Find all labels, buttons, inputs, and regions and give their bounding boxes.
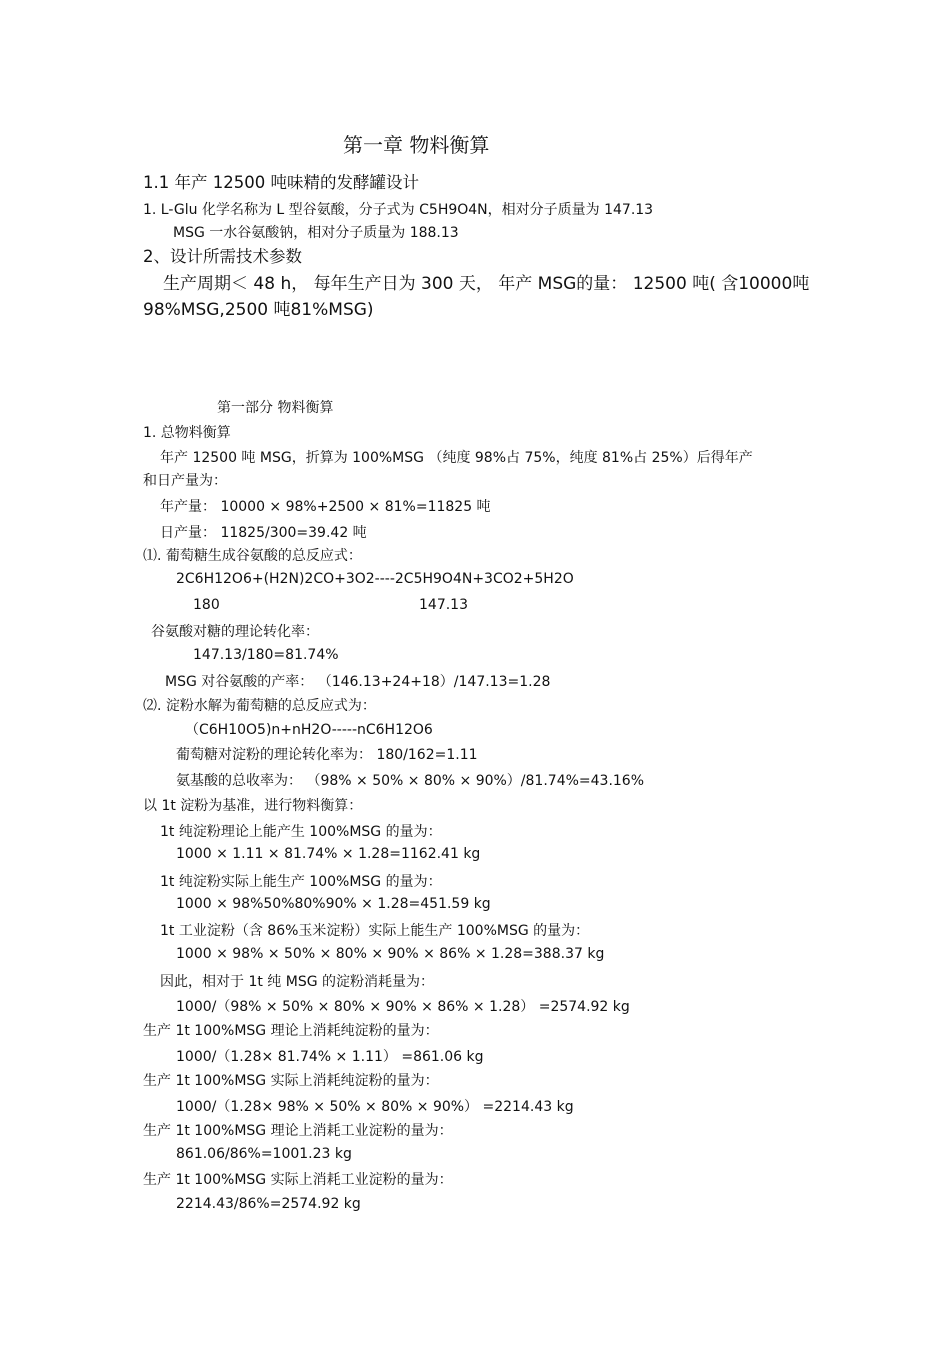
- basis-statement: 以 1t 淀粉为基准，进行物料衡算：: [143, 798, 363, 814]
- amino-acid-recovery: 氨基酸的总收率为： （98% × 50% × 80% × 90%）/81.74%=43.16%: [176, 773, 645, 789]
- reaction-1-mw-glu: 147.13: [419, 597, 468, 613]
- msg-definition: MSG 一水谷氨酸钠，相对分子质量为 188.13: [173, 225, 459, 241]
- daily-output: 日产量： 11825/300=39.42 吨: [160, 525, 367, 541]
- section-1-1-heading: 1.1 年产 12500 吨味精的发酵罐设计: [143, 173, 419, 192]
- conversion-title: 谷氨酸对糖的理论转化率：: [151, 624, 319, 640]
- section-2-heading: 2、设计所需技术参数: [143, 247, 302, 266]
- calc-7-label: 生产 1t 100%MSG 理论上消耗工业淀粉的量为：: [143, 1123, 453, 1139]
- parameter-line-2: 98%MSG,2500 吨81%MSG): [143, 300, 374, 320]
- annual-output: 年产量： 10000 × 98%+2500 × 81%=11825 吨: [160, 499, 491, 515]
- calc-3-value: 1000 × 98% × 50% × 80% × 90% × 86% × 1.28=388.37 kg: [176, 946, 605, 962]
- glucose-conversion: 葡萄糖对淀粉的理论转化率为： 180/162=1.11: [176, 747, 478, 763]
- calc-5-value: 1000/（1.28× 81.74% × 1.11） =861.06 kg: [176, 1049, 484, 1065]
- total-balance-heading: 1. 总物料衡算: [143, 425, 231, 441]
- calc-2-label: 1t 纯淀粉实际上能生产 100%MSG 的量为：: [160, 874, 442, 890]
- reaction-2-title: ⑵. 淀粉水解为葡萄糖的总反应式为：: [143, 698, 376, 714]
- reaction-2-equation: （C6H10O5)n+nH2O-----nC6H12O6: [185, 722, 433, 738]
- part-title: 第一部分 物料衡算: [217, 400, 334, 416]
- calc-2-value: 1000 × 98%50%80%90% × 1.28=451.59 kg: [176, 896, 491, 912]
- reaction-1-equation: 2C6H12O6+(H2N)2CO+3O2----2C5H9O4N+3CO2+5H2O: [176, 571, 574, 587]
- calc-3-label: 1t 工业淀粉（含 86%玉米淀粉）实际上能生产 100%MSG 的量为：: [160, 923, 590, 939]
- msg-yield: MSG 对谷氨酸的产率： （146.13+24+18）/147.13=1.28: [165, 674, 551, 690]
- calc-4-value: 1000/（98% × 50% × 80% × 90% × 86% × 1.28） =2574.92 kg: [176, 999, 630, 1015]
- calc-4-label: 因此，相对于 1t 纯 MSG 的淀粉消耗量为：: [160, 974, 435, 990]
- intro-line-2: 和日产量为：: [143, 473, 227, 489]
- calc-1-label: 1t 纯淀粉理论上能产生 100%MSG 的量为：: [160, 824, 442, 840]
- reaction-1-title: ⑴. 葡萄糖生成谷氨酸的总反应式：: [143, 548, 362, 564]
- chapter-title: 第一章 物料衡算: [343, 133, 490, 157]
- calc-1-value: 1000 × 1.11 × 81.74% × 1.28=1162.41 kg: [176, 846, 481, 862]
- calc-6-label: 生产 1t 100%MSG 实际上消耗纯淀粉的量为：: [143, 1073, 439, 1089]
- calc-8-value: 2214.43/86%=2574.92 kg: [176, 1196, 361, 1212]
- parameter-line-1: 生产周期＜ 48 h， 每年生产日为 300 天， 年产 MSG的量： 12500 吨( 含10000吨: [163, 274, 810, 294]
- reaction-1-mw-glucose: 180: [193, 597, 220, 613]
- calc-5-label: 生产 1t 100%MSG 理论上消耗纯淀粉的量为：: [143, 1023, 439, 1039]
- calc-7-value: 861.06/86%=1001.23 kg: [176, 1146, 352, 1162]
- calc-6-value: 1000/（1.28× 98% × 50% × 80% × 90%） =2214.43 kg: [176, 1099, 574, 1115]
- calc-8-label: 生产 1t 100%MSG 实际上消耗工业淀粉的量为：: [143, 1172, 453, 1188]
- conversion-value: 147.13/180=81.74%: [193, 647, 339, 663]
- intro-line-1: 年产 12500 吨 MSG，折算为 100%MSG （纯度 98%占 75%，纯度 81%占 25%）后得年产: [160, 450, 753, 466]
- lglu-definition: 1. L-Glu 化学名称为 L 型谷氨酸，分子式为 C5H9O4N，相对分子质量为 147.13: [143, 202, 654, 218]
